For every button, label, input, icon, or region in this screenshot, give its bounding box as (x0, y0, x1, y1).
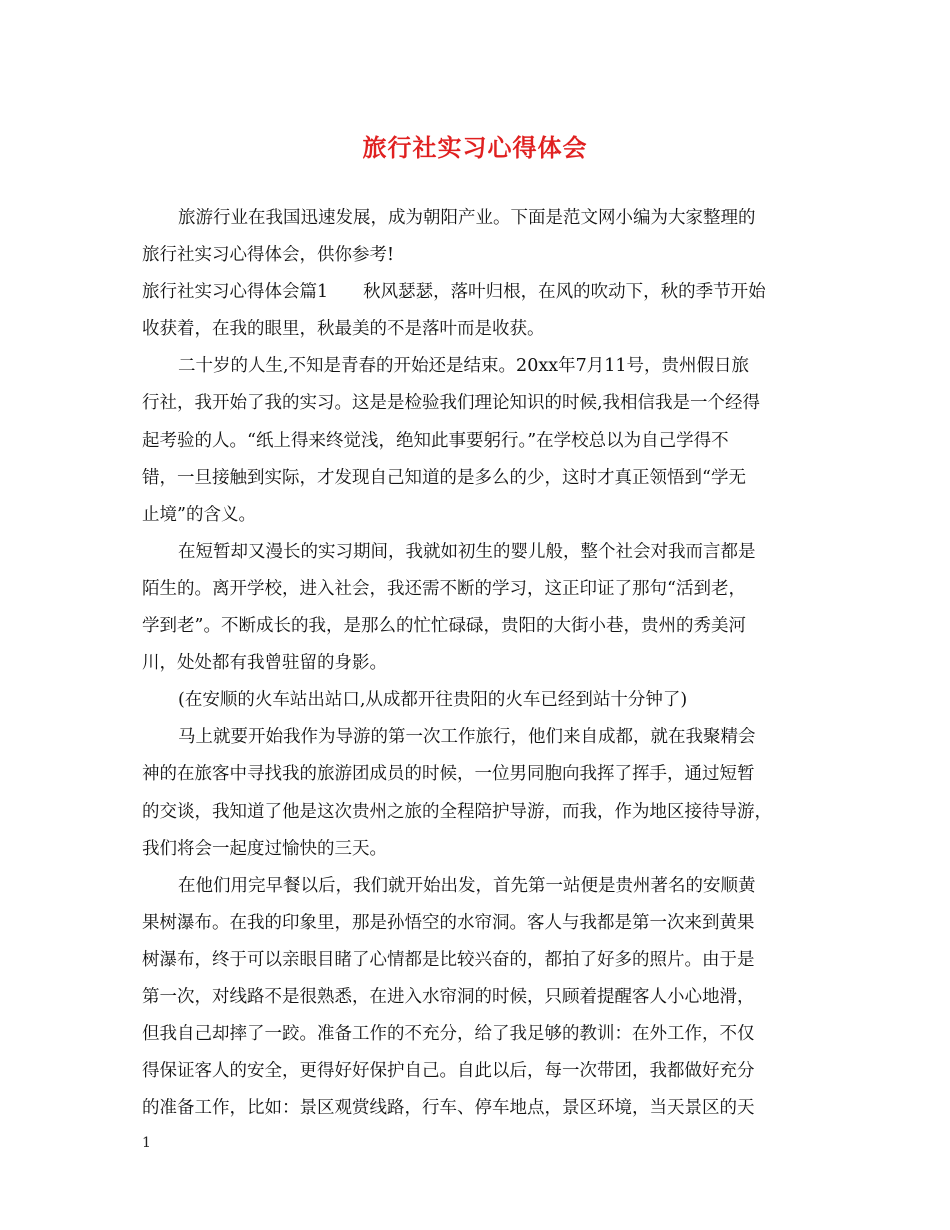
text-line: 马上就要开始我作为导游的第一次工作旅行，他们来自成都，就在我聚精会 (178, 727, 756, 748)
text-line: 的交谈，我知道了他是这次贵州之旅的全程陪护导游，而我，作为地区接待导游， (142, 801, 772, 822)
text-line: 树瀑布，终于可以亲眼目睹了心情都是比较兴奋的，都拍了好多的照片。由于是 (142, 949, 755, 970)
text-line: 旅行社实习心得体会，供你参考! (142, 245, 395, 266)
text-line: (在安顺的火车站出站口,从成都开往贵阳的火车已经到站十分钟了) (178, 690, 688, 711)
text-line: 行社，我开始了我的实习。这是是检验我们理论知识的时候,我相信我是一个经得 (142, 393, 761, 414)
document-title: 旅行社实习心得体会 (362, 133, 588, 162)
document-body (142, 200, 810, 1127)
text-line: 陌生的。离开学校，进入社会，我还需不断的学习，这正印证了那句“活到老， (142, 578, 746, 599)
text-line: 旅游行业在我国迅速发展，成为朝阳产业。下面是范文网小编为大家整理的 (178, 208, 756, 228)
text-line: 在他们用完早餐以后，我们就开始出发，首先第一站便是贵州著名的安顺黄 (178, 875, 756, 896)
text-line: 起考验的人。“纸上得来终觉浅，绝知此事要躬行。”在学校总以为自己学得不 (142, 430, 729, 451)
page-number: 1 (142, 1135, 151, 1151)
text-line: 川，处处都有我曾驻留的身影。 (142, 653, 387, 674)
text-line: 学到老”。不断成长的我，是那么的忙忙碌碌，贵阳的大街小巷，贵州的秀美河 (142, 616, 746, 637)
text-line: 收获着，在我的眼里，秋最美的不是落叶而是收获。 (142, 319, 545, 340)
text-line: 第一次，对线路不是很熟悉，在进入水帘洞的时候，只顾着提醒客人小心地滑， (142, 986, 755, 1007)
text-line: 的准备工作，比如：景区观赏线路，行车、停车地点，景区环境，当天景区的天 (142, 1098, 755, 1119)
text-line: 止境”的含义。 (142, 504, 256, 525)
text-line: 旅行社实习心得体会篇1 秋风瑟瑟，落叶归根，在风的吹动下，秋的季节开始 (142, 282, 766, 303)
text-line: 但我自己却摔了一跤。准备工作的不充分，给了我足够的教训：在外工作，不仅 (142, 1024, 755, 1045)
text-line: 神的在旅客中寻找我的旅游团成员的时候，一位男同胞向我挥了挥手，通过短暂 (142, 764, 755, 785)
text-line: 二十岁的人生,不知是青春的开始还是结束。20xx年7月11号，贵州假日旅 (178, 356, 749, 377)
text-line: 得保证客人的安全，更得好好保护自己。自此以后，每一次带团，我都做好充分 (142, 1061, 755, 1082)
text-line: 果树瀑布。在我的印象里，那是孙悟空的水帘洞。客人与我都是第一次来到黄果 (142, 912, 755, 933)
text-line: 在短暂却又漫长的实习期间，我就如初生的婴儿般，整个社会对我而言都是 (178, 541, 756, 562)
text-line: 错，一旦接触到实际，才发现自己知道的是多么的少，这时才真正领悟到“学无 (142, 467, 746, 488)
text-line: 我们将会一起度过愉快的三天。 (142, 838, 387, 859)
